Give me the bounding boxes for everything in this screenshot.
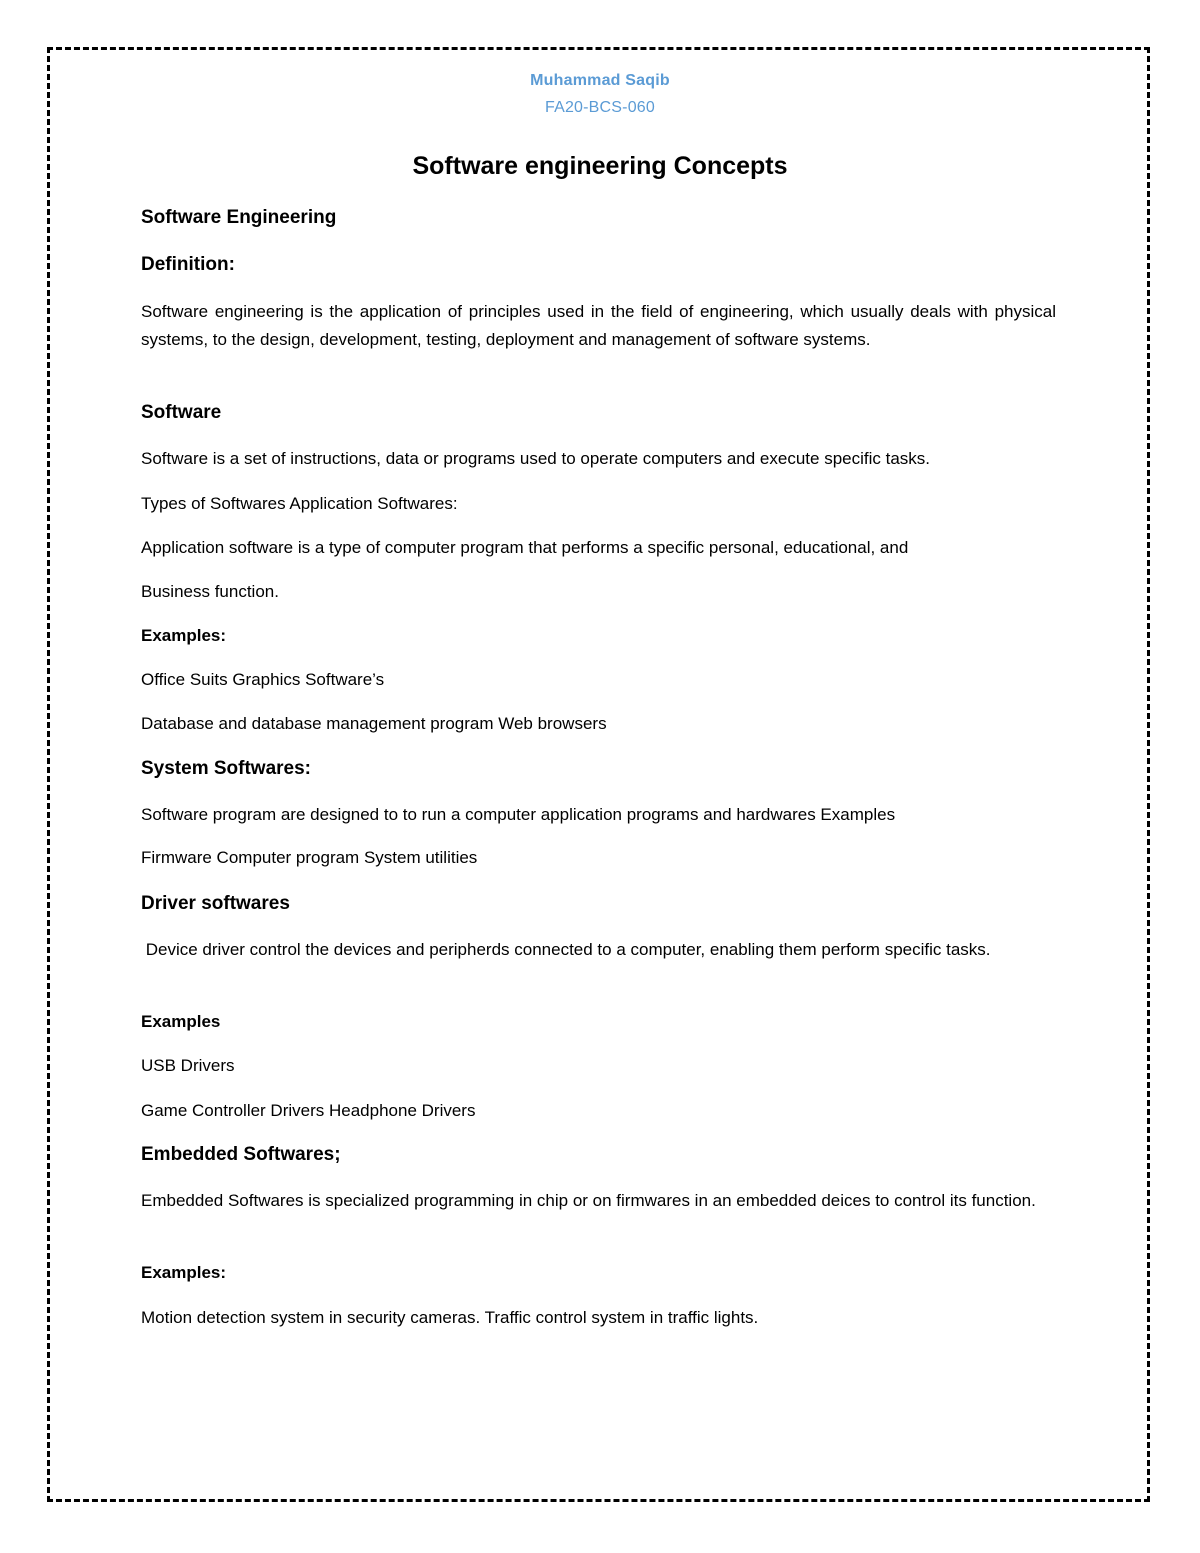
application-line-2: Business function.	[141, 582, 279, 601]
heading-embedded-softwares: Embedded Softwares;	[141, 1144, 341, 1165]
embedded-paragraph: Embedded Softwares is specialized programming in chip or on firmwares in an embedded deices to control its function.	[141, 1191, 1036, 1210]
application-example-1: Office Suits Graphics Software’s	[141, 670, 385, 689]
page-title: Software engineering Concepts	[412, 152, 788, 180]
system-examples: Firmware Computer program System utilities	[141, 848, 478, 867]
author-name: Muhammad Saqib	[530, 72, 670, 89]
heading-system-softwares: System Softwares:	[141, 758, 312, 779]
heading-driver-softwares: Driver softwares	[141, 893, 290, 914]
student-id: FA20-BCS-060	[544, 99, 655, 116]
system-paragraph: Software program are designed to to run a computer application programs and hardwares Examples	[141, 805, 896, 824]
application-example-2: Database and database management program Web browsers	[141, 714, 607, 733]
examples-label-driver: Examples	[141, 1012, 221, 1031]
application-line-1: Application software is a type of computer program that performs a specific personal, educational, and	[141, 538, 909, 557]
definition-paragraph: Software engineering is the application of principles used in the field of engineering, which usually deals with physical systems, to the design, development, testing, deployment and management of software systems.	[141, 302, 1056, 349]
heading-software-engineering: Software Engineering	[141, 207, 337, 228]
driver-paragraph: Device driver control the devices and peripherds connected to a computer, enabling them perform specific tasks.	[141, 940, 991, 959]
examples-label-embedded: Examples:	[141, 1263, 227, 1282]
embedded-examples: Motion detection system in security cameras. Traffic control system in traffic lights.	[141, 1308, 759, 1327]
heading-software: Software	[141, 402, 222, 423]
heading-definition: Definition:	[141, 254, 235, 275]
driver-example-1: USB Drivers	[141, 1056, 235, 1075]
software-paragraph: Software is a set of instructions, data or programs used to operate computers and execute specific tasks.	[141, 449, 931, 468]
examples-label-application: Examples:	[141, 626, 227, 645]
driver-example-2: Game Controller Drivers Headphone Drivers	[141, 1101, 476, 1120]
types-line: Types of Softwares Application Softwares:	[141, 494, 458, 513]
